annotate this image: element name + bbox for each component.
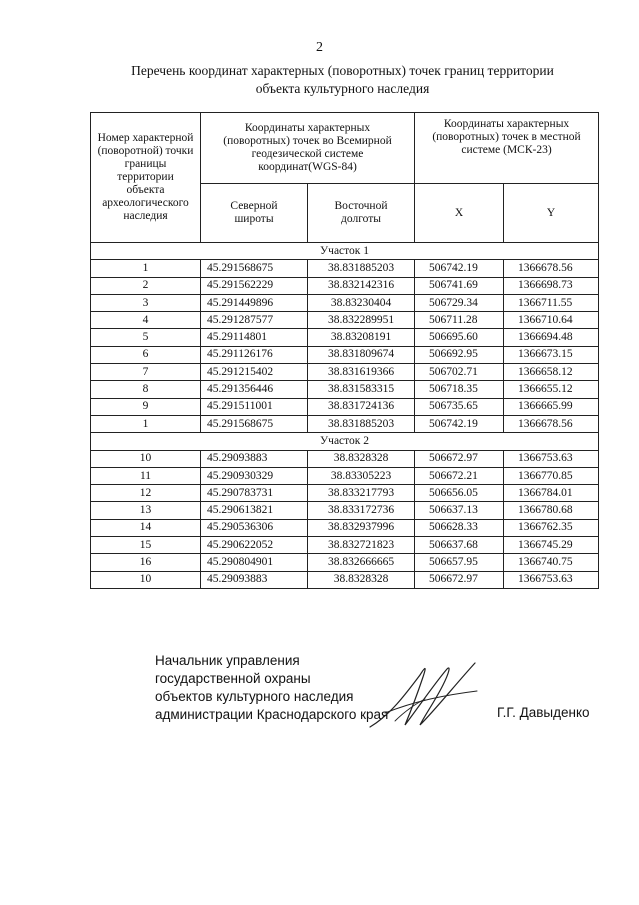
cell-y: 1366740.75	[504, 554, 599, 571]
header-local-group: Координаты характерных (поворотных) точек в местной системе (МСК-23)	[415, 113, 599, 184]
cell-latitude: 45.291568675	[201, 415, 308, 432]
table-row	[91, 485, 599, 502]
cell-x: 506637.13	[415, 502, 504, 519]
cell-y: 1366673.15	[504, 346, 599, 363]
cell-longitude: 38.832721823	[308, 537, 415, 554]
cell-x: 506672.97	[415, 450, 504, 467]
cell-point-number: 3	[91, 294, 201, 311]
cell-longitude: 38.833172736	[308, 502, 415, 519]
cell-x: 506672.97	[415, 571, 504, 588]
cell-x: 506672.21	[415, 467, 504, 484]
cell-point-number: 5	[91, 329, 201, 346]
cell-x: 506656.05	[415, 485, 504, 502]
table-row	[91, 398, 599, 415]
cell-point-number: 12	[91, 485, 201, 502]
table-row	[91, 260, 599, 277]
cell-y: 1366698.73	[504, 277, 599, 294]
cell-y: 1366658.12	[504, 364, 599, 381]
document-title	[60, 62, 625, 98]
cell-latitude: 45.290536306	[201, 519, 308, 536]
cell-x: 506695.60	[415, 329, 504, 346]
cell-latitude: 45.291215402	[201, 364, 308, 381]
cell-y: 1366694.48	[504, 329, 599, 346]
cell-point-number: 4	[91, 312, 201, 329]
header-y: Y	[504, 184, 599, 243]
position-line-1: Начальник управления	[155, 653, 300, 668]
cell-longitude: 38.8328328	[308, 450, 415, 467]
cell-latitude: 45.291511001	[201, 398, 308, 415]
cell-longitude: 38.832937996	[308, 519, 415, 536]
table-row	[91, 467, 599, 484]
cell-point-number: 9	[91, 398, 201, 415]
cell-y: 1366784.01	[504, 485, 599, 502]
header-wgs-group: Координаты характерных (поворотных) точек во Всемирной геодезической системе координат(WGS-84)	[201, 113, 415, 184]
cell-longitude: 38.832289951	[308, 312, 415, 329]
cell-latitude: 45.291287577	[201, 312, 308, 329]
cell-y: 1366753.63	[504, 571, 599, 588]
cell-point-number: 7	[91, 364, 201, 381]
table-row	[91, 294, 599, 311]
cell-y: 1366710.64	[504, 312, 599, 329]
position-line-3: объектов культурного наследия	[155, 689, 354, 704]
section-title: Участок 2	[91, 433, 599, 450]
cell-x: 506702.71	[415, 364, 504, 381]
cell-latitude: 45.290622052	[201, 537, 308, 554]
cell-longitude: 38.831885203	[308, 260, 415, 277]
section-row	[91, 433, 599, 450]
cell-y: 1366753.63	[504, 450, 599, 467]
header-x: X	[415, 184, 504, 243]
table-row	[91, 450, 599, 467]
cell-latitude: 45.29093883	[201, 571, 308, 588]
table-row	[91, 346, 599, 363]
title-line-1: Перечень координат характерных (поворотных) точек границ территории	[131, 63, 554, 78]
cell-latitude: 45.291356446	[201, 381, 308, 398]
cell-latitude: 45.291126176	[201, 346, 308, 363]
cell-point-number: 2	[91, 277, 201, 294]
cell-longitude: 38.831619366	[308, 364, 415, 381]
cell-point-number: 10	[91, 571, 201, 588]
header-east: Восточной долготы	[308, 184, 415, 243]
cell-y: 1366678.56	[504, 415, 599, 432]
cell-latitude: 45.290783731	[201, 485, 308, 502]
cell-longitude: 38.831583315	[308, 381, 415, 398]
cell-longitude: 38.831809674	[308, 346, 415, 363]
table-row	[91, 277, 599, 294]
cell-longitude: 38.833217793	[308, 485, 415, 502]
signature-block	[155, 652, 388, 724]
coordinates-table	[90, 112, 599, 589]
header-point-number: Номер характерной (поворотной) точки границы территории объекта археологического наследия	[91, 113, 201, 243]
table-row	[91, 381, 599, 398]
cell-y: 1366745.29	[504, 537, 599, 554]
signer-name: Г.Г. Давыденко	[497, 705, 590, 720]
cell-y: 1366762.35	[504, 519, 599, 536]
cell-latitude: 45.291562229	[201, 277, 308, 294]
cell-x: 506742.19	[415, 260, 504, 277]
cell-longitude: 38.83230404	[308, 294, 415, 311]
cell-latitude: 45.29114801	[201, 329, 308, 346]
cell-point-number: 8	[91, 381, 201, 398]
table-row	[91, 312, 599, 329]
cell-point-number: 1	[91, 415, 201, 432]
cell-point-number: 14	[91, 519, 201, 536]
section-title: Участок 1	[91, 243, 599, 260]
cell-x: 506637.68	[415, 537, 504, 554]
title-line-2: объекта культурного наследия	[255, 81, 430, 96]
cell-longitude: 38.831724136	[308, 398, 415, 415]
cell-point-number: 13	[91, 502, 201, 519]
cell-point-number: 16	[91, 554, 201, 571]
cell-latitude: 45.291568675	[201, 260, 308, 277]
header-north: Северной широты	[201, 184, 308, 243]
table-body	[91, 243, 599, 589]
cell-x: 506742.19	[415, 415, 504, 432]
cell-point-number: 1	[91, 260, 201, 277]
cell-longitude: 38.83305223	[308, 467, 415, 484]
cell-x: 506628.33	[415, 519, 504, 536]
cell-x: 506692.95	[415, 346, 504, 363]
cell-x: 506741.69	[415, 277, 504, 294]
cell-longitude: 38.831885203	[308, 415, 415, 432]
cell-x: 506735.65	[415, 398, 504, 415]
table-row	[91, 502, 599, 519]
cell-point-number: 10	[91, 450, 201, 467]
table-row	[91, 554, 599, 571]
cell-latitude: 45.29093883	[201, 450, 308, 467]
cell-point-number: 15	[91, 537, 201, 554]
table-row	[91, 364, 599, 381]
cell-y: 1366770.85	[504, 467, 599, 484]
table-row	[91, 537, 599, 554]
cell-point-number: 6	[91, 346, 201, 363]
cell-x: 506729.34	[415, 294, 504, 311]
position-line-4: администрации Краснодарского края	[155, 707, 389, 722]
cell-latitude: 45.291449896	[201, 294, 308, 311]
cell-y: 1366655.12	[504, 381, 599, 398]
cell-latitude: 45.290804901	[201, 554, 308, 571]
table-row	[91, 415, 599, 432]
cell-longitude: 38.83208191	[308, 329, 415, 346]
cell-longitude: 38.832142316	[308, 277, 415, 294]
cell-x: 506657.95	[415, 554, 504, 571]
table-row	[91, 571, 599, 588]
cell-latitude: 45.290613821	[201, 502, 308, 519]
table-row	[91, 519, 599, 536]
cell-y: 1366665.99	[504, 398, 599, 415]
cell-point-number: 11	[91, 467, 201, 484]
cell-longitude: 38.8328328	[308, 571, 415, 588]
position-line-2: государственной охраны	[155, 671, 311, 686]
section-row	[91, 243, 599, 260]
cell-y: 1366678.56	[504, 260, 599, 277]
cell-x: 506711.28	[415, 312, 504, 329]
page-number: 2	[316, 40, 323, 55]
cell-y: 1366711.55	[504, 294, 599, 311]
cell-y: 1366780.68	[504, 502, 599, 519]
cell-latitude: 45.290930329	[201, 467, 308, 484]
table-row	[91, 329, 599, 346]
cell-x: 506718.35	[415, 381, 504, 398]
handwritten-signature	[365, 655, 485, 735]
cell-longitude: 38.832666665	[308, 554, 415, 571]
